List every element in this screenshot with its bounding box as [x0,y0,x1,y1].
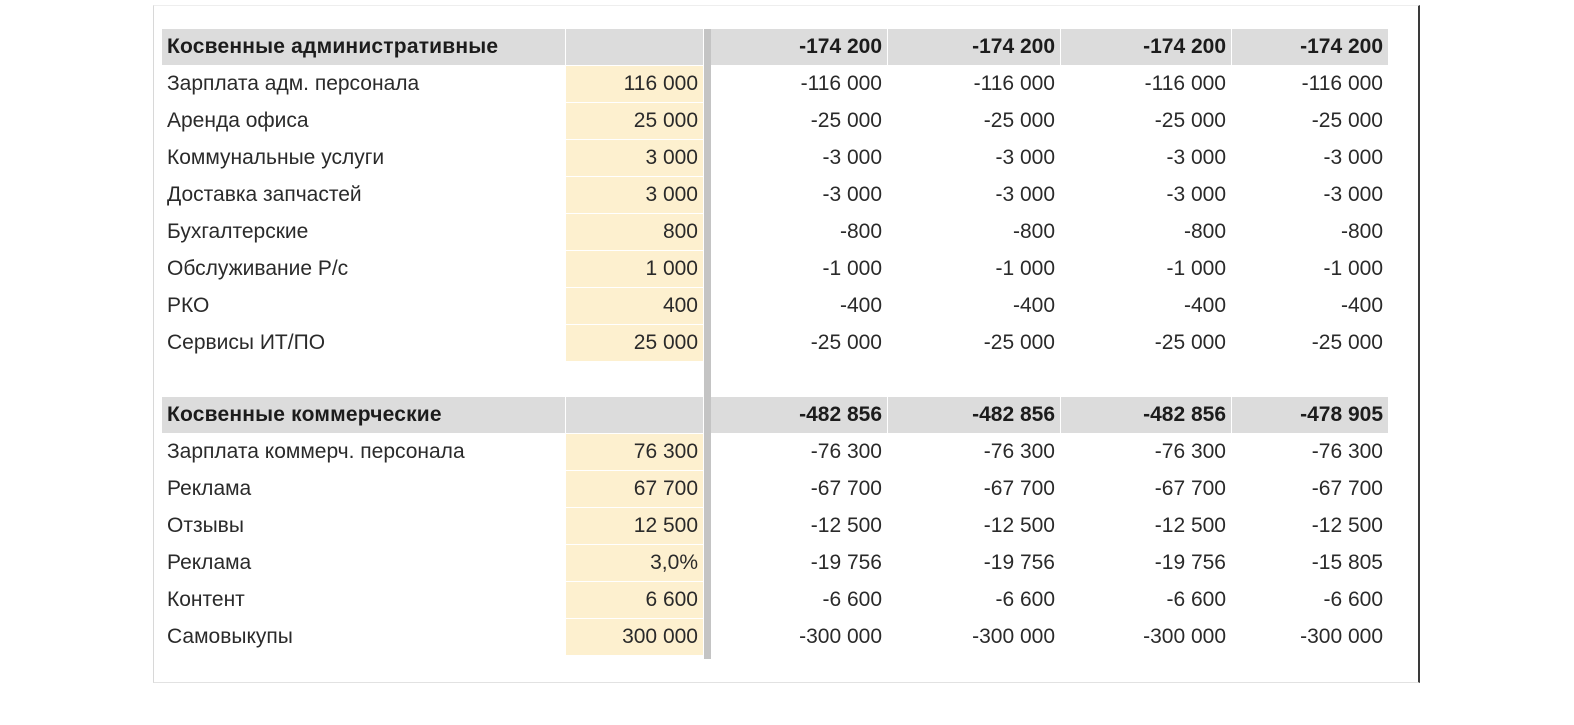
table-row[interactable] [162,582,1388,619]
row-input-value[interactable]: 400 [566,288,703,324]
row-label[interactable]: Отзывы [167,514,244,537]
row-value-period-2[interactable]: -67 700 [983,477,1055,500]
row-value-period-1[interactable]: -25 000 [810,109,882,132]
row-value-period-2[interactable]: -3 000 [995,146,1055,169]
section-total-period-4[interactable]: -478 905 [1232,397,1388,433]
row-value-period-2[interactable]: -6 600 [995,588,1055,611]
row-value-period-1[interactable]: -116 000 [800,72,882,95]
section-header-input-cell[interactable] [566,29,703,65]
row-value-period-4[interactable]: -116 000 [1301,72,1383,95]
row-value-period-4[interactable]: -12 500 [1311,514,1383,537]
row-label[interactable]: Коммунальные услуги [167,146,385,169]
row-value-period-4[interactable]: -15 805 [1311,551,1383,574]
row-value-period-2[interactable]: -25 000 [983,109,1055,132]
row-value-period-4[interactable]: -400 [1340,294,1383,317]
table-row[interactable] [162,66,1388,103]
row-value-period-3[interactable]: -400 [1183,294,1226,317]
row-label[interactable]: Доставка запчастей [167,183,362,206]
row-value-period-4[interactable]: -800 [1340,220,1383,243]
table-row[interactable] [162,325,1388,362]
row-value-period-1[interactable]: -400 [839,294,882,317]
row-value-period-2[interactable]: -300 000 [972,625,1055,648]
table-row[interactable] [162,471,1388,508]
section-total-period-3[interactable]: -174 200 [1061,29,1231,65]
row-value-period-3[interactable]: -300 000 [1143,625,1226,648]
table-row[interactable] [162,140,1388,177]
row-input-value[interactable]: 3 000 [566,140,703,176]
row-input-value[interactable]: 25 000 [566,103,703,139]
row-value-period-3[interactable]: -25 000 [1154,109,1226,132]
row-value-period-4[interactable]: -6 600 [1323,588,1383,611]
row-value-period-2[interactable]: -12 500 [983,514,1055,537]
row-value-period-3[interactable]: -76 300 [1154,440,1226,463]
row-input-value[interactable]: 25 000 [566,325,703,361]
section-total-period-1[interactable]: -174 200 [711,29,887,65]
row-value-period-3[interactable]: -6 600 [1166,588,1226,611]
row-input-value[interactable]: 76 300 [566,434,703,470]
row-label[interactable]: Бухгалтерские [167,220,309,243]
row-value-period-4[interactable]: -3 000 [1323,146,1383,169]
row-label[interactable]: Зарплата адм. персонала [167,72,420,95]
row-value-period-3[interactable]: -67 700 [1154,477,1226,500]
row-input-value[interactable]: 800 [566,214,703,250]
row-value-period-1[interactable]: -76 300 [810,440,882,463]
row-value-period-1[interactable]: -12 500 [810,514,882,537]
table-row[interactable] [162,434,1388,471]
row-label[interactable]: Аренда офиса [167,109,309,132]
row-value-period-1[interactable]: -3 000 [822,146,882,169]
section-header-input-cell[interactable] [566,397,703,433]
row-value-period-4[interactable]: -25 000 [1311,109,1383,132]
row-value-period-2[interactable]: -1 000 [995,257,1055,280]
row-input-value[interactable]: 67 700 [566,471,703,507]
row-label[interactable]: Реклама [167,477,252,500]
row-value-period-2[interactable]: -3 000 [995,183,1055,206]
row-label[interactable]: Сервисы ИТ/ПО [167,331,326,354]
row-input-value[interactable]: 12 500 [566,508,703,544]
row-value-period-4[interactable]: -25 000 [1311,331,1383,354]
section-total-period-2[interactable]: -482 856 [888,397,1060,433]
row-value-period-4[interactable]: -3 000 [1323,183,1383,206]
row-value-period-1[interactable]: -67 700 [810,477,882,500]
row-value-period-4[interactable]: -67 700 [1311,477,1383,500]
table-row[interactable] [162,288,1388,325]
row-label[interactable]: Обслуживание Р/с [167,257,349,280]
table-row[interactable] [162,214,1388,251]
row-value-period-1[interactable]: -300 000 [799,625,882,648]
table-row[interactable] [162,619,1388,656]
row-value-period-3[interactable]: -1 000 [1166,257,1226,280]
row-value-period-3[interactable]: -116 000 [1144,72,1226,95]
row-value-period-4[interactable]: -76 300 [1311,440,1383,463]
row-value-period-4[interactable]: -300 000 [1300,625,1383,648]
row-value-period-1[interactable]: -25 000 [810,331,882,354]
row-label[interactable]: Самовыкупы [167,625,293,648]
row-value-period-3[interactable]: -25 000 [1154,331,1226,354]
row-value-period-2[interactable]: -800 [1012,220,1055,243]
row-value-period-3[interactable]: -3 000 [1166,146,1226,169]
table-row[interactable] [162,508,1388,545]
section-total-period-3[interactable]: -482 856 [1061,397,1231,433]
section-total-period-1[interactable]: -482 856 [711,397,887,433]
row-label[interactable]: Зарплата коммерч. персонала [167,440,465,463]
row-value-period-2[interactable]: -116 000 [973,72,1055,95]
section-total-period-4[interactable]: -174 200 [1232,29,1388,65]
section-total-period-2[interactable]: -174 200 [888,29,1060,65]
row-value-period-1[interactable]: -19 756 [810,551,882,574]
row-label[interactable]: Реклама [167,551,252,574]
table-row[interactable] [162,103,1388,140]
section-header-row[interactable] [162,29,1388,66]
row-value-period-2[interactable]: -400 [1012,294,1055,317]
row-value-period-2[interactable]: -25 000 [983,331,1055,354]
row-value-period-1[interactable]: -3 000 [822,183,882,206]
row-value-period-2[interactable]: -19 756 [983,551,1055,574]
section-header-row[interactable] [162,397,1388,434]
row-input-value[interactable]: 1 000 [566,251,703,287]
row-value-period-4[interactable]: -1 000 [1323,257,1383,280]
section-header-label[interactable]: Косвенные административные [162,29,565,65]
row-label[interactable]: Контент [167,588,245,611]
row-value-period-3[interactable]: -800 [1183,220,1226,243]
row-label[interactable]: РКО [167,294,210,317]
row-value-period-3[interactable]: -3 000 [1166,183,1226,206]
table-row[interactable] [162,251,1388,288]
table-row[interactable] [162,545,1388,582]
row-value-period-2[interactable]: -76 300 [983,440,1055,463]
row-input-value[interactable]: 116 000 [566,66,703,102]
row-input-value[interactable]: 3,0% [566,545,703,581]
row-value-period-1[interactable]: -1 000 [822,257,882,280]
row-input-value[interactable]: 3 000 [566,177,703,213]
row-value-period-1[interactable]: -800 [839,220,882,243]
table-row[interactable] [162,177,1388,214]
section-header-label[interactable]: Косвенные коммерческие [162,397,565,433]
row-input-value[interactable]: 300 000 [566,619,703,655]
row-value-period-3[interactable]: -19 756 [1154,551,1226,574]
column-separator [704,29,711,659]
row-value-period-1[interactable]: -6 600 [822,588,882,611]
row-value-period-3[interactable]: -12 500 [1154,514,1226,537]
row-input-value[interactable]: 6 600 [566,582,703,618]
